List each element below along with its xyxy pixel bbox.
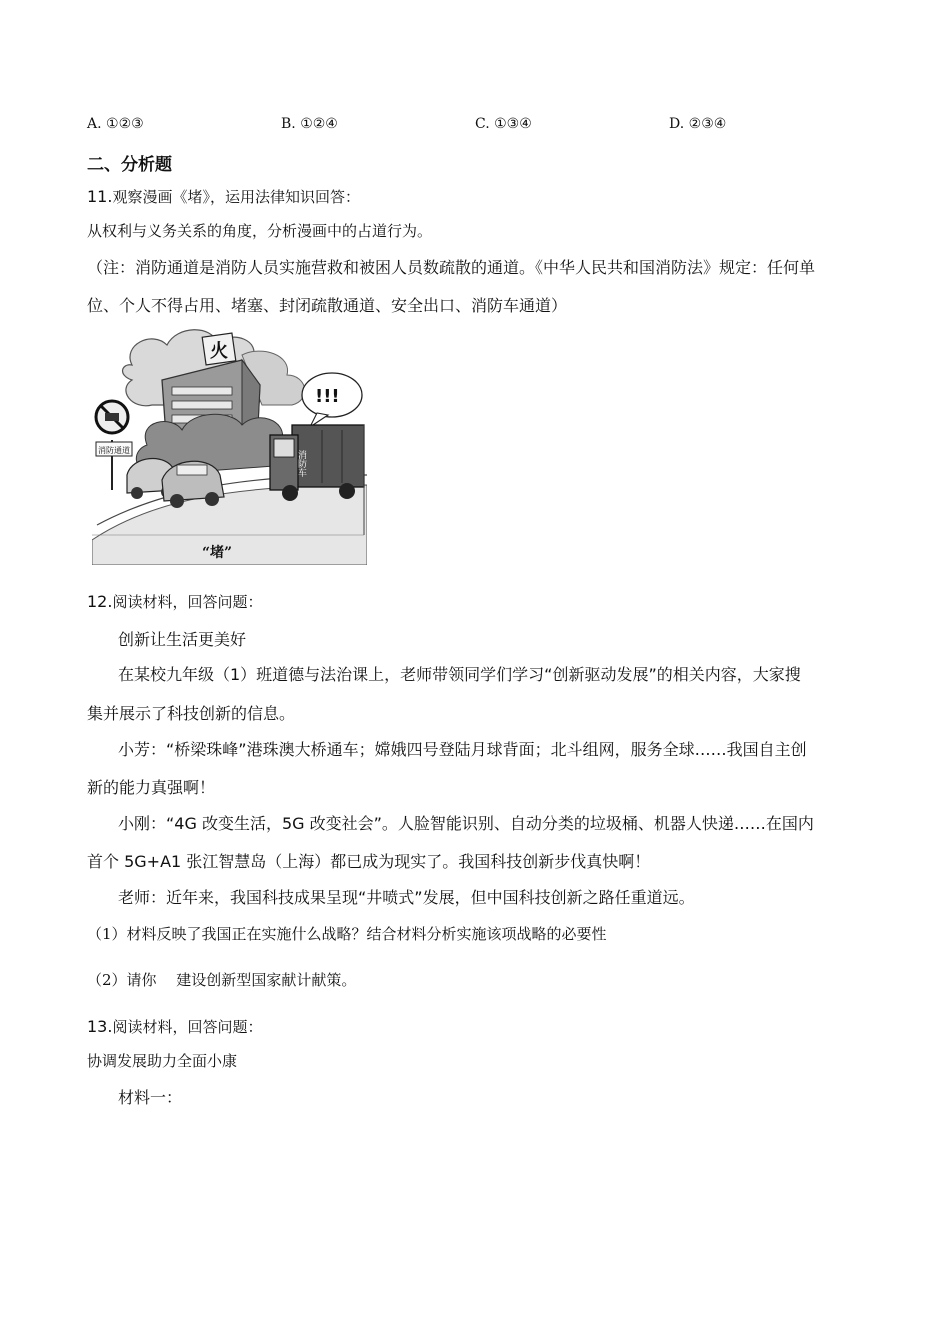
fire-char: 火 <box>210 341 228 362</box>
q11-prompt-text: 观察漫画《堵》，运用法律知识回答： <box>112 188 360 206</box>
choice-c <box>475 116 532 132</box>
q12-para3-line1: 小刚：“4G 改变生活，5G 改变社会”。人脸智能识别、自动分类的垃圾桶、机器人快递……在国内 <box>118 814 814 833</box>
choice-letter: B. <box>281 116 296 132</box>
choice-letter: C. <box>475 116 490 132</box>
choice-b <box>281 116 338 132</box>
q13-title: 协调发展助力全面小康 <box>87 1052 238 1070</box>
q11-prompt <box>87 186 360 207</box>
q12-prompt <box>87 591 262 612</box>
choice-letter: D. <box>669 116 685 132</box>
cartoon-drawing <box>92 325 367 565</box>
q12-prompt-text: 阅读材料，回答问题： <box>112 593 263 611</box>
q12-para4: 老师：近年来，我国科技成果呈现“井喷式”发展，但中国科技创新之路任重道远。 <box>118 888 695 907</box>
choice-text: ①②④ <box>300 116 338 132</box>
q13-prompt <box>87 1016 262 1037</box>
sign-text: 消防通道 <box>98 446 130 455</box>
choice-letter: A. <box>87 116 102 132</box>
q12-para3-line2: 首个 5G+A1 张江智慧岛（上海）都已成为现实了。我国科技创新步伐真快啊！ <box>87 852 651 871</box>
truck-text: 消防车 <box>296 450 306 477</box>
q12-para2-line2: 新的能力真强啊！ <box>87 778 216 797</box>
q12-subquestion-1: （1）材料反映了我国正在实施什么战略？结合材料分析实施该项战略的必要性 <box>87 925 607 943</box>
q13-prompt-text: 阅读材料，回答问题： <box>112 1018 263 1036</box>
q11-note-line1: （注：消防通道是消防人员实施营救和被困人员数疏散的通道。《中华人民共和国消防法》规定：任何单 <box>87 258 816 277</box>
q11-number: 11. <box>87 187 113 206</box>
q12-para1-line2: 集并展示了科技创新的信息。 <box>87 704 296 723</box>
exclaim-text: !!! <box>315 386 340 407</box>
choice-text: ①③④ <box>494 116 532 132</box>
cartoon-illustration <box>92 325 367 565</box>
q11-question: 从权利与义务关系的角度，分析漫画中的占道行为。 <box>87 222 433 240</box>
q12-para2-line1: 小芳：“桥梁珠峰”港珠澳大桥通车；嫦娥四号登陆月球背面；北斗组网，服务全球……我国自主创 <box>118 740 807 759</box>
choice-text: ①②③ <box>106 116 144 132</box>
q12-para1-line1: 在某校九年级（1）班道德与法治课上，老师带领同学们学习“创新驱动发展”的相关内容，大家搜 <box>118 665 801 684</box>
cartoon-caption: “堵” <box>202 545 233 561</box>
choice-a <box>87 116 144 132</box>
choice-d <box>669 116 726 132</box>
q13-number: 13. <box>87 1017 113 1036</box>
q12-number: 12. <box>87 592 113 611</box>
choice-text: ②③④ <box>688 116 727 132</box>
q11-note-line2: 位、个人不得占用、堵塞、封闭疏散通道、安全出口、消防车通道） <box>87 296 568 315</box>
q12-title: 创新让生活更美好 <box>118 630 247 649</box>
section-title: 二、分析题 <box>87 155 172 175</box>
q12-subquestion-2: （2）请你 建设创新型国家献计献策。 <box>87 971 357 989</box>
q13-material-label: 材料一： <box>118 1088 183 1107</box>
